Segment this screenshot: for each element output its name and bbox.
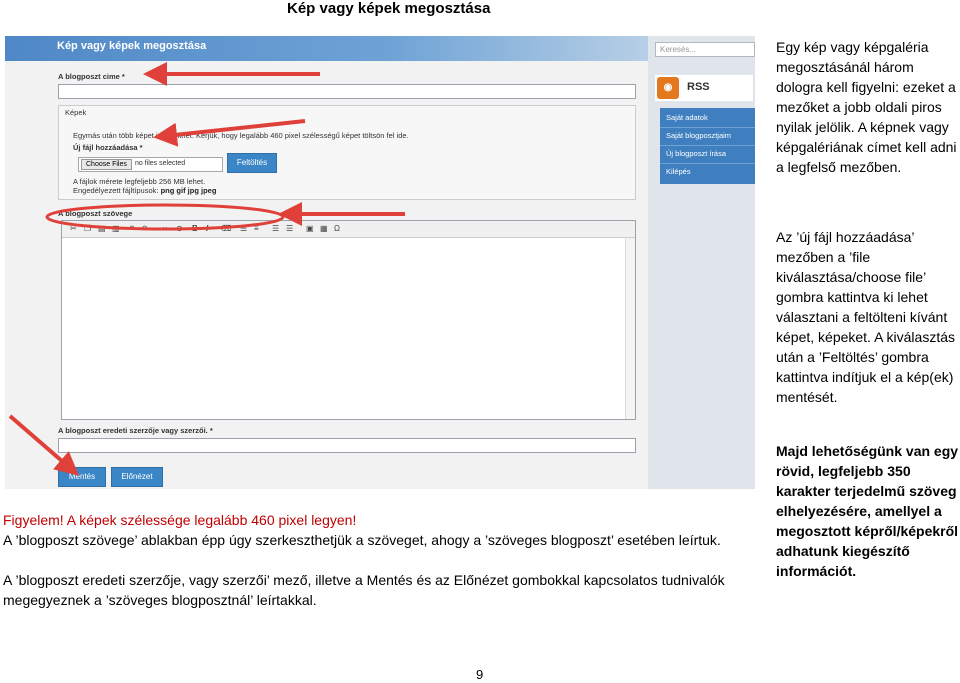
allowed-types-value: png gif jpg jpeg <box>160 186 217 195</box>
arrow-buttons <box>10 416 70 468</box>
bold-button[interactable]: B <box>192 224 198 233</box>
link-icon[interactable]: ∞ <box>162 224 168 233</box>
no-file-text: no files selected <box>135 160 186 167</box>
new-file-label: Új fájl hozzáadása * <box>73 143 143 152</box>
align-right-icon[interactable]: ☰ <box>286 224 294 233</box>
special-char-icon[interactable]: Ω <box>334 224 340 233</box>
choose-files-button[interactable]: Choose Files <box>81 159 132 170</box>
ordered-list-icon[interactable]: ☰ <box>240 224 248 233</box>
allowed-types-label: Engedélyezett fájltípusok: <box>73 186 159 195</box>
eraser-icon[interactable]: ⌫ <box>220 224 232 233</box>
images-info: Egymás után több képet is feltölthet. Kérjük, hogy legalább 460 pixel szélességű képet töltsön fel ide. <box>73 131 409 140</box>
save-button[interactable]: Mentés <box>58 467 106 487</box>
italic-button[interactable]: I <box>206 224 209 233</box>
author-label: A blogposzt eredeti szerzője vagy szerzői. * <box>58 426 213 435</box>
warning-text: Figyelem! A képek szélessége legalább 460 pixel legyen! <box>3 512 357 528</box>
align-left-icon[interactable]: ☰ <box>272 224 280 233</box>
page-number: 9 <box>476 667 484 682</box>
bottom-paragraph-2: A ’blogposzt eredeti szerzője, vagy szerzői’ mező, illetve a Mentés és az Előnézet gombokkal kapcsolatos tudnivalók megegyeznek a ’szöveges blogposztnál’ leírtakkal. <box>3 572 725 608</box>
right-paragraph-2: Az ’új fájl hozzáadása’ mezőben a ’file kiválasztása/choose file’ gombra kattintva ki lehet választani a feltölteni kívánt képet, képeket. A kiválasztás után a ’Feltöltés’ gombra kattintva indítjuk el a kép(ek) mentését. <box>776 229 955 405</box>
preview-button[interactable]: Előnézet <box>111 467 163 487</box>
image-icon[interactable]: ▣ <box>306 224 314 233</box>
unlink-icon[interactable]: ⊘ <box>176 224 183 233</box>
redo-icon[interactable]: ↷ <box>142 224 149 233</box>
text-label: A blogposzt szövege <box>58 209 133 218</box>
paste-icon[interactable]: ▤ <box>98 224 106 233</box>
right-paragraph-1: Egy kép vagy képgaléria megosztásánál három dologra kell figyelni: ezeket a mezőket a jobb oldali piros nyilak jelölik. A képnek vagy képgalériának címet kell adni a legfelső mezőben. <box>776 39 957 175</box>
sidebar-item-logout[interactable]: Kilépés <box>666 167 691 176</box>
arrow-new-file <box>165 121 305 136</box>
sidebar-item-new-post[interactable]: Új blogposzt írása <box>666 149 727 158</box>
highlight-ellipse <box>47 205 283 229</box>
annotation-arrows <box>5 36 755 489</box>
embedded-screenshot <box>5 36 755 489</box>
max-size-text: A fájlok mérete legfeljebb 256 MB lehet. <box>73 177 206 186</box>
sidebar-item-own-posts[interactable]: Saját blogposztjaim <box>666 131 732 140</box>
unordered-list-icon[interactable]: ≡ <box>254 224 259 233</box>
copy-icon[interactable]: ❐ <box>84 224 92 233</box>
images-legend: Képek <box>65 108 87 117</box>
sidebar-item-own-data[interactable]: Saját adatok <box>666 113 708 122</box>
paste-text-icon[interactable]: ▥ <box>112 224 120 233</box>
undo-icon[interactable]: ↶ <box>128 224 135 233</box>
form-header-title: Kép vagy képek megosztása <box>57 40 207 52</box>
bottom-paragraph-1: A ’blogposzt szövege’ ablakban épp úgy szerkeszthetjük a szöveget, ahogy a ’szöveges blogposzt’ esetében leírtuk. <box>3 532 721 548</box>
right-paragraph-3: Majd lehetőségünk van egy rövid, legfeljebb 350 karakter terjedelmű szöveg elhelyezésére, amellyel a megosztott képről/képekről adhatunk kiegészítő információt. <box>776 443 959 579</box>
title-label: A blogposzt cime * <box>58 72 125 81</box>
table-icon[interactable]: ▦ <box>320 224 328 233</box>
search-input[interactable]: Keresés... <box>655 42 755 57</box>
scissors-icon[interactable]: ✂ <box>70 224 77 233</box>
rss-label: RSS <box>687 81 710 93</box>
page-title: Kép vagy képek megosztása <box>287 0 491 17</box>
rss-icon: ◉ <box>657 77 679 99</box>
upload-button[interactable]: Feltöltés <box>227 153 277 173</box>
